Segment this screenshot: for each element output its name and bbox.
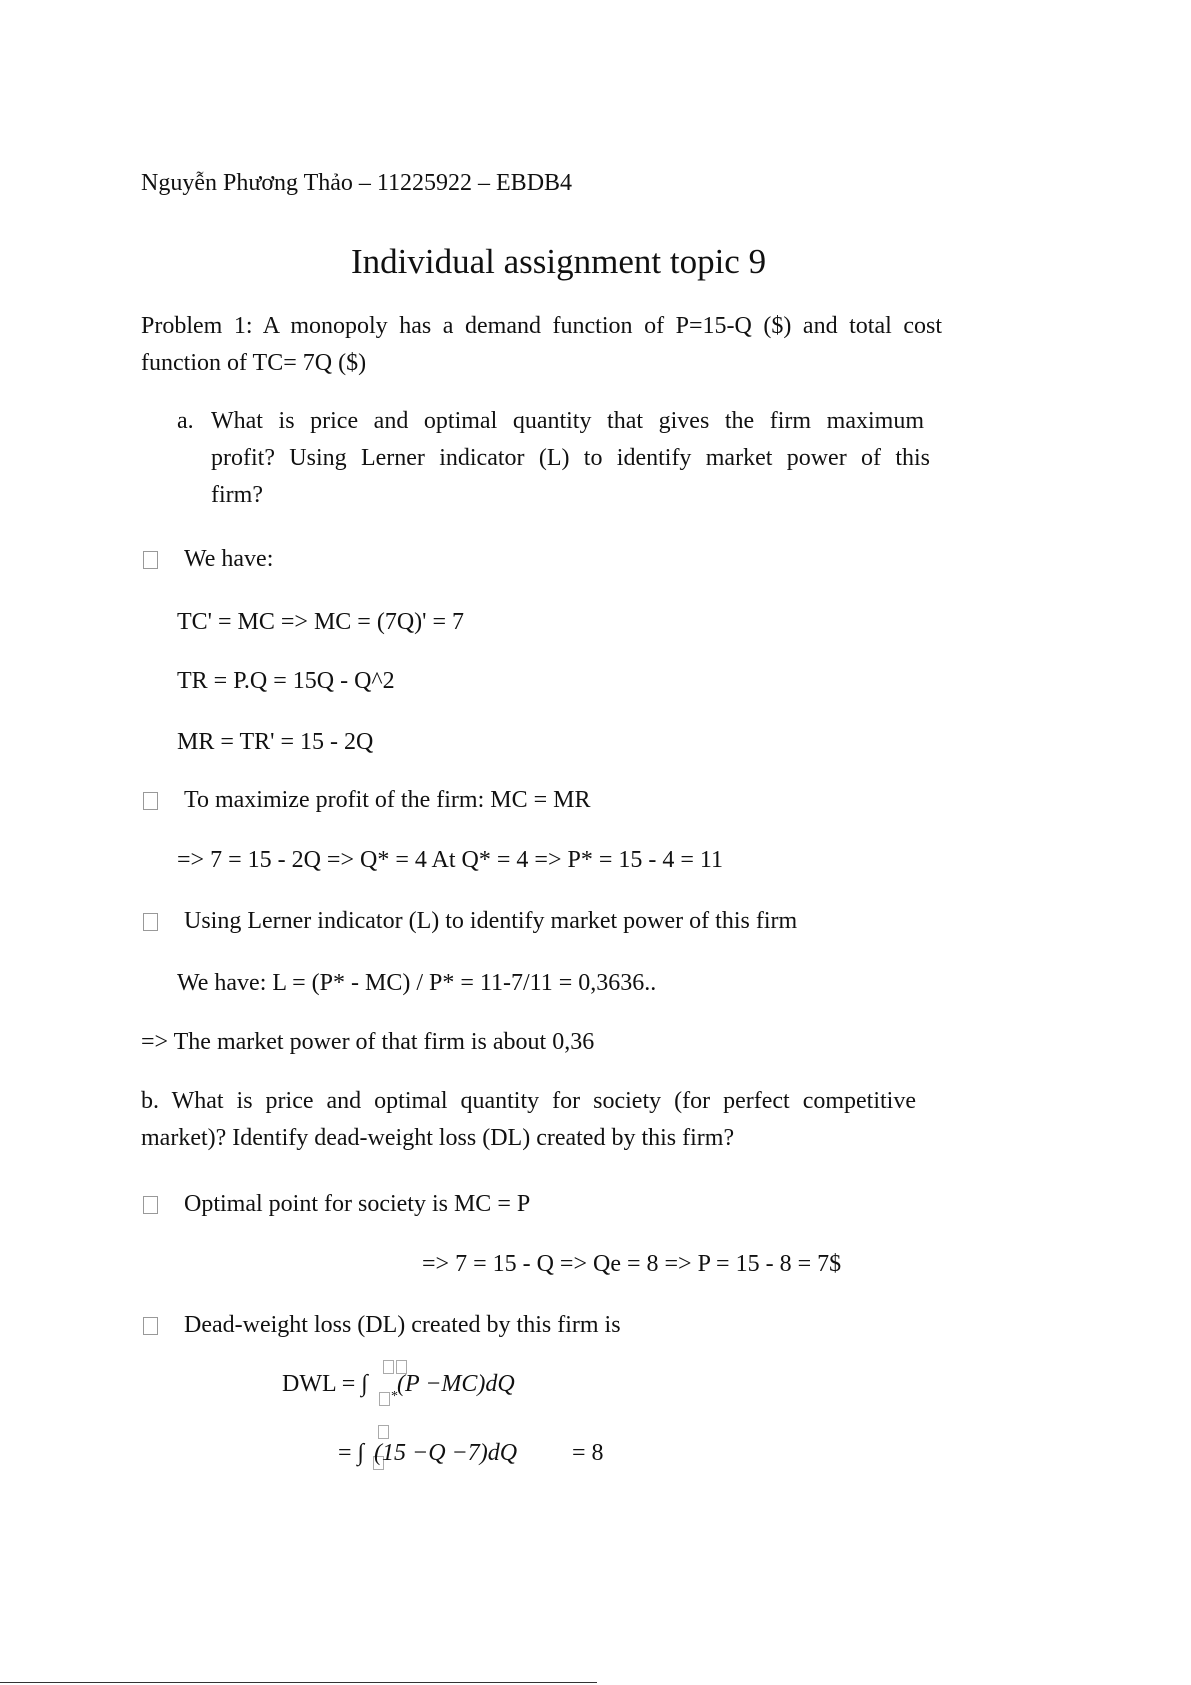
dwl-result: = 8 — [572, 1440, 604, 1466]
part-b-line-1: b. What is price and optimal quantity for society (for perfect competitive — [141, 1088, 916, 1114]
footnote-separator — [0, 1682, 597, 1683]
dwl-integrand: (P −MC)dQ — [397, 1371, 515, 1397]
part-a-line-1: What is price and optimal quantity that gives the firm maximum — [211, 408, 924, 434]
mr-equation: MR = TR' = 15 - 2Q — [177, 729, 374, 755]
optimal-society-text: Optimal point for society is MC = P — [184, 1191, 531, 1217]
bullet-icon — [143, 913, 158, 931]
dwl-heading: Dead-weight loss (DL) created by this firm is — [184, 1312, 621, 1338]
dwl-label: DWL = ∫ — [282, 1371, 368, 1397]
eq2-integrand: (15 −Q −7)dQ — [374, 1440, 518, 1466]
lerner-equation: We have: L = (P* - MC) / P* = 11-7/11 = 0,3636.. — [177, 970, 657, 996]
page-title: Individual assignment topic 9 — [351, 242, 767, 281]
society-result: => 7 = 15 - Q => Qe = 8 => P = 15 - 8 = 7$ — [422, 1251, 842, 1277]
missing-glyph-icon — [379, 1392, 390, 1406]
eq2-prefix: = ∫ — [338, 1440, 365, 1466]
tc-equation: TC' = MC => MC = (7Q)' = 7 — [177, 609, 465, 635]
part-b-line-2: market)? Identify dead-weight loss (DL) created by this firm? — [141, 1125, 735, 1151]
author-header: Nguyễn Phương Thảo – 11225922 – EBDB4 — [141, 170, 573, 196]
maximize-text: To maximize profit of the firm: MC = MR — [184, 787, 591, 813]
problem-line-2: function of TC= 7Q ($) — [141, 350, 367, 376]
part-a-line-3: firm? — [211, 482, 263, 508]
tr-equation: TR = P.Q = 15Q - Q^2 — [177, 668, 395, 694]
bullet-icon — [143, 551, 158, 569]
profit-result: => 7 = 15 - 2Q => Q* = 4 At Q* = 4 => P* = 15 - 4 = 11 — [177, 847, 723, 873]
part-a-line-2: profit? Using Lerner indicator (L) to identify market power of this — [211, 445, 930, 471]
market-power-conclusion: => The market power of that firm is about 0,36 — [141, 1029, 595, 1055]
lerner-heading: Using Lerner indicator (L) to identify market power of this firm — [184, 908, 798, 934]
part-a-marker: a. — [177, 408, 194, 434]
problem-line-1: Problem 1: A monopoly has a demand function of P=15-Q ($) and total cost — [141, 313, 942, 339]
bullet-icon — [143, 1196, 158, 1214]
bullet-icon — [143, 1317, 158, 1335]
we-have-text: We have: — [184, 546, 274, 572]
bullet-icon — [143, 792, 158, 810]
missing-glyph-icon — [378, 1425, 389, 1439]
missing-glyph-icon — [383, 1360, 394, 1374]
lower-limit-star: * — [391, 1389, 398, 1404]
